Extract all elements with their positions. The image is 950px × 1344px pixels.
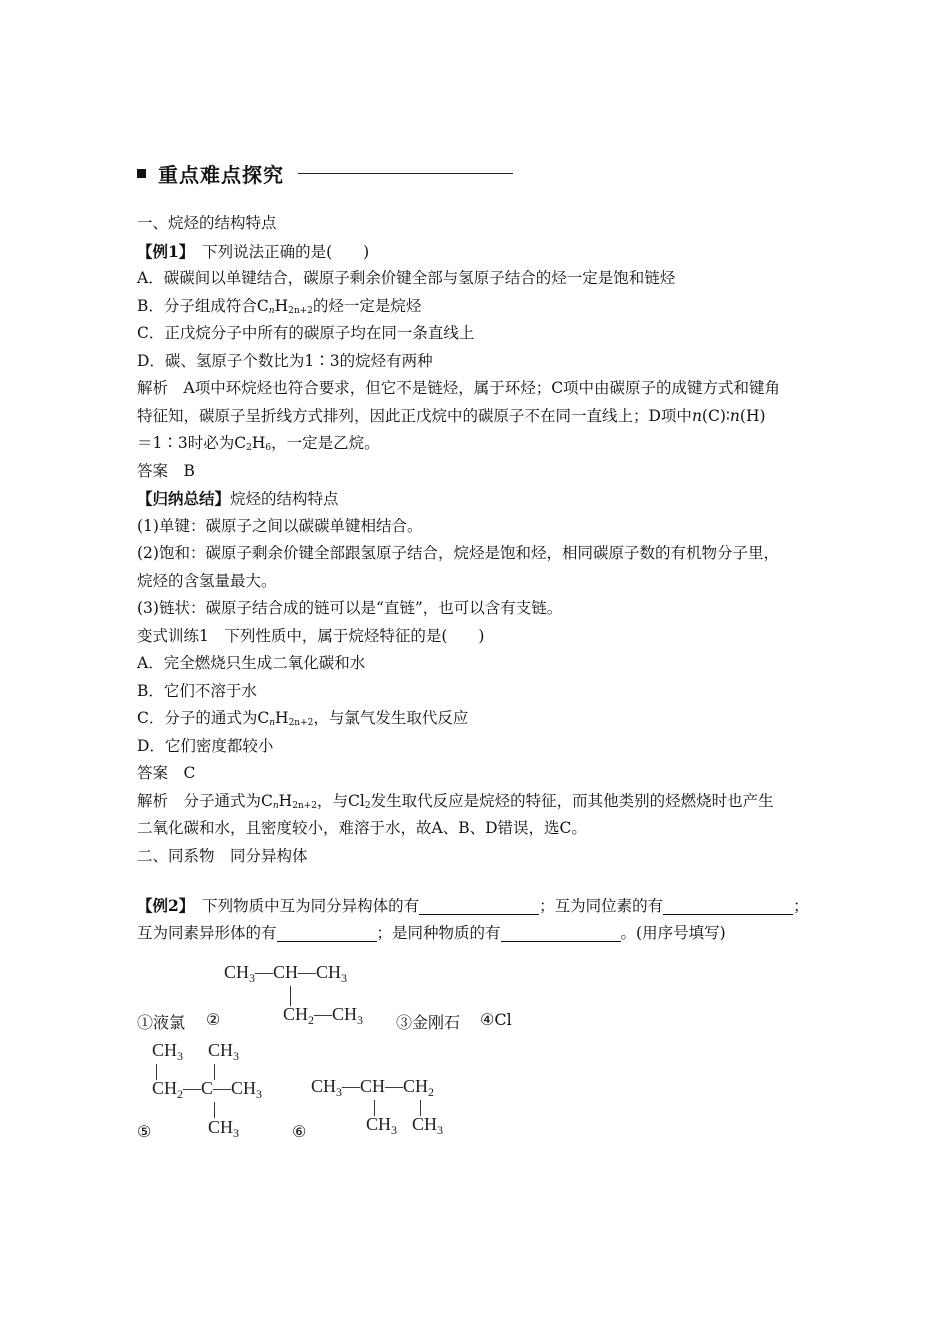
formula-2-main-chain: $CH_3—CH—CH_3$ [224, 962, 348, 985]
subscript: 2n+2 [292, 800, 317, 811]
text: (H) [739, 406, 766, 425]
variant1-answer: 答案 C [137, 764, 196, 782]
text: ；是同种物质的有 [376, 923, 501, 942]
text: n [729, 406, 740, 425]
variant1-analysis-l1 [137, 788, 817, 816]
formula-h: H [274, 296, 289, 315]
text: 解析 分子通式为C [137, 791, 273, 810]
heading-title: 重点难点探究 [158, 162, 284, 187]
variant1-option-d: D．它们密度都较小 [137, 736, 274, 755]
example1-analysis-l3 [137, 430, 817, 458]
text: n [691, 406, 702, 425]
item-4: ④Cl [480, 1010, 512, 1029]
variant1-analysis-l2: 二氧化碳和水，且密度较小，难溶于水，故A、B、D错误，选C。 [137, 819, 587, 837]
example1-question [137, 238, 817, 266]
text: 下列物质中互为同分异构体的有 [202, 897, 420, 915]
variant1-option-c [137, 705, 817, 733]
formula-6-main-chain: $CH_3—CH—CH_2$ [311, 1076, 435, 1099]
variant1-option-b: B．它们不溶于水 [137, 681, 257, 700]
answer-blank[interactable] [501, 923, 621, 942]
example2-line1 [137, 892, 817, 920]
answer-blank[interactable] [663, 896, 793, 915]
text: ，与氯气发生取代反应 [313, 709, 469, 727]
summary-p2-l2: 烷烃的含氢量最大。 [137, 571, 277, 590]
text: 发生取代反应是烷烃的特征，而其他类别的烃燃烧时也产生 [370, 791, 774, 810]
summary-heading [137, 485, 817, 513]
text: ，一定是乙烷。 [271, 434, 380, 452]
variant1-question: 变式训练1 下列性质中，属于烷烃特征的是( ) [137, 626, 485, 645]
item-1: ①液氯 [137, 1013, 186, 1032]
subscript: 2 [364, 800, 371, 811]
item-6: ⑥ [292, 1122, 307, 1141]
formula-2-branch: $CH_2—CH_3$ [283, 1004, 364, 1027]
example1-answer: 答案 B [137, 461, 195, 480]
subscript: 2n+2 [288, 718, 314, 728]
subscript: 6 [265, 443, 272, 453]
subscript: 2 [246, 443, 252, 453]
summary-tag: 【归纳总结】 [137, 489, 231, 508]
example1-option-b [137, 293, 817, 321]
example1-option-c: C．正戊烷分子中所有的碳原子均在同一条直线上 [137, 324, 475, 342]
example2-line2 [137, 920, 817, 948]
section-heading [137, 158, 513, 188]
text: H [278, 791, 293, 810]
text: ，与Cl [317, 791, 365, 810]
text: C．分子的通式为C [137, 709, 270, 727]
example2-tag: 【例2】 [137, 896, 187, 915]
square-bullet-icon [137, 169, 146, 178]
text: ＝1∶3时必为C [137, 434, 247, 452]
section2-title: 二、同系物 同分异构体 [137, 846, 308, 865]
option-b-text: B．分子组成符合C [137, 296, 269, 315]
content-body [137, 210, 817, 947]
summary-p1: (1)单键：碳原子之间以碳碳单键相结合。 [137, 516, 423, 535]
text: H [275, 709, 289, 727]
subscript: n [268, 305, 275, 316]
text: (C)∶ [701, 406, 730, 425]
example1-analysis-l2 [137, 403, 817, 431]
option-b-tail: 的烃一定是烷烃 [312, 296, 422, 315]
text: 。(用序号填写) [620, 923, 726, 942]
subscript: 2n+2 [288, 305, 313, 316]
summary-p3: (3)链状：碳原子结合成的链可以是“直链”，也可以含有支链。 [137, 599, 563, 617]
formula-5-top-right: $CH_3$ [208, 1040, 240, 1063]
subscript: n [272, 800, 279, 811]
formula-5-middle: $CH_2—C—CH_3$ [152, 1078, 263, 1101]
answer-blank[interactable] [277, 923, 377, 942]
section1-title: 一、烷烃的结构特点 [137, 214, 277, 232]
answer-blank[interactable] [419, 896, 539, 915]
variant1-option-a: A．完全燃烧只生成二氧化碳和水 [137, 654, 366, 672]
text: ； [793, 897, 809, 915]
example1-option-d: D．碳、氢原子个数比为1∶3的烷烃有两种 [137, 351, 433, 370]
summary-p2-l1: (2)饱和：碳原子剩余价键全部跟氢原子结合，烷烃是饱和烃，相同碳原子数的有机物分子里， [137, 544, 779, 562]
summary-title: 烷烃的结构特点 [230, 490, 339, 508]
text: 特征知，碳原子呈折线方式排列，因此正戊烷中的碳原子不在同一直线上；D项中 [137, 406, 692, 425]
item-5: ⑤ [137, 1122, 152, 1141]
item-3: ③金刚石 [396, 1013, 461, 1032]
item-2: ② [206, 1010, 221, 1029]
example1-question-text: 下列说法正确的是( ) [202, 242, 370, 261]
formula-6-branch-right: $CH_3$ [412, 1114, 444, 1137]
example1-option-a: A．碳碳间以单键结合，碳原子剩余价键全部与氢原子结合的烃一定是饱和链烃 [137, 269, 676, 287]
example1-analysis-l1: 解析 A项中环烷烃也符合要求，但它不是链烃，属于环烃；C项中由碳原子的成键方式和键角 [137, 379, 781, 397]
bond-line [214, 1102, 215, 1118]
heading-rule [298, 173, 513, 174]
subscript: n [269, 718, 276, 728]
formula-5-top-left: $CH_3$ [152, 1040, 184, 1063]
text: 互为同素异形体的有 [137, 923, 277, 942]
text: H [251, 434, 266, 452]
bond-line [290, 986, 291, 1006]
text: ；互为同位素的有 [539, 897, 664, 915]
formula-6-branch-left: $CH_3$ [366, 1114, 398, 1137]
formula-5-bottom: $CH_3$ [208, 1117, 240, 1140]
example1-tag: 【例1】 [137, 241, 187, 261]
